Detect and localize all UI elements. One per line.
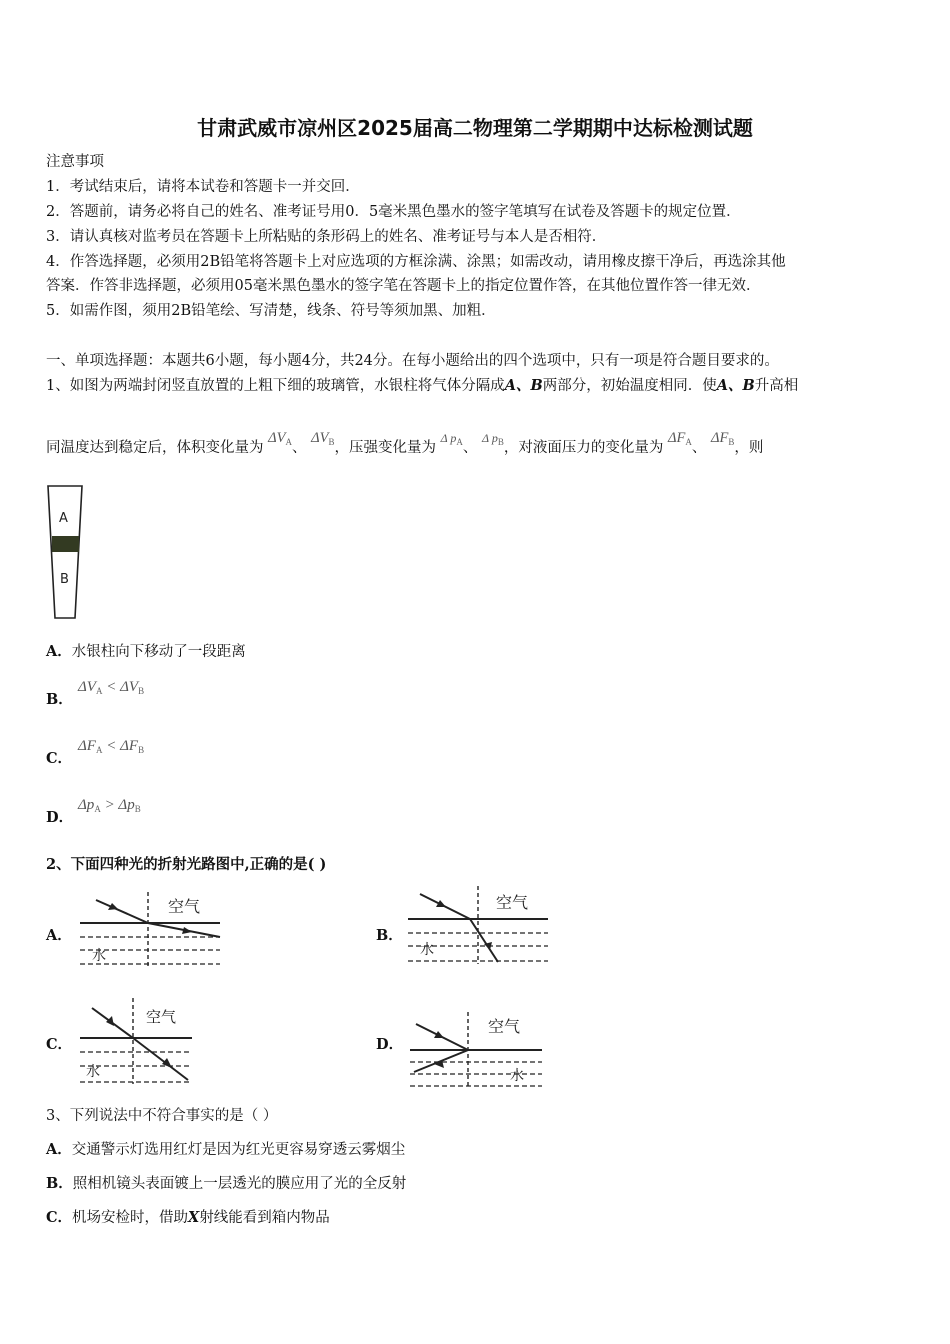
notice-heading: 注意事项 — [46, 154, 104, 170]
sep: 、 — [291, 440, 307, 456]
q1-option-c[interactable] — [46, 749, 72, 769]
x-ray-symbol: X — [188, 1209, 200, 1226]
q1-option-b[interactable] — [46, 690, 73, 710]
q1-ab: A、B — [504, 377, 543, 394]
q2-option-b-letter[interactable]: B． — [376, 927, 403, 944]
mercury-column — [52, 536, 79, 552]
notice-item-1: 1．考试结束后，请将本试卷和答题卡一并交回． — [46, 179, 360, 195]
delta-fb: $\Delta F_B$ — [710, 430, 735, 447]
refraction-diagram-a[interactable] — [80, 890, 225, 968]
notice-item-3: 3．请认真核对监考员在答题卡上所粘贴的条形码上的姓名、准考证号与本人是否相符． — [46, 229, 607, 245]
option-text: 机场安检时，借助 — [72, 1210, 189, 1226]
delta-fa: $\Delta F_A$ — [667, 430, 692, 447]
delta-vb: $\Delta V_B$ — [311, 430, 335, 447]
notice-item-5: 5．如需作图，须用2B铅笔绘、写清楚，线条、符号等须加黑、加粗． — [46, 303, 496, 319]
q1-option-d-math: $\Delta p_A > \Delta p_B$ — [78, 797, 141, 814]
q1-stem-line1 — [46, 376, 798, 396]
q1-text: 1、如图为两端封闭竖直放置的上粗下细的玻璃管，水银柱将气体分隔成 — [46, 378, 505, 394]
q2-stem: 2、下面四种光的折射光路图中,正确的是( ) — [46, 856, 327, 873]
q2-option-c-letter[interactable]: C． — [46, 1036, 73, 1053]
q1-ab2: A、B — [716, 377, 755, 394]
option-letter: B． — [46, 691, 73, 708]
sep: 、 — [691, 440, 707, 456]
option-letter: B． — [46, 1175, 73, 1192]
q1-line2-text-b: ，压强变化量为 — [334, 440, 436, 456]
q1-option-d[interactable] — [46, 808, 73, 828]
option-text: 射线能看到箱内物品 — [199, 1210, 330, 1226]
q1-text-c: 升高相 — [754, 378, 799, 394]
q1-line2-text-d: ，则 — [734, 440, 764, 456]
q1-option-c-math: $\Delta F_A < \Delta F_B$ — [78, 738, 145, 755]
light-ray — [96, 900, 220, 937]
option-text: 水银柱向下移动了一段距离 — [71, 644, 246, 660]
q3-option-c[interactable] — [46, 1208, 330, 1228]
q2-option-a-letter[interactable]: A． — [46, 927, 72, 944]
water-label: 水 — [510, 1068, 524, 1084]
q3-option-b[interactable] — [46, 1174, 406, 1194]
water-label: 水 — [86, 1064, 100, 1080]
arrow-icon — [106, 1016, 114, 1026]
page-title: 甘肃武威市凉州区2025届高二物理第二学期期中达标检测试题 — [197, 116, 753, 140]
q3-option-a[interactable] — [46, 1140, 405, 1160]
notice-item-4-cont: 答案．作答非选择题，必须用05毫米黑色墨水的签字笔在答题卡上的指定位置作答，在其他位置作答一律无效． — [46, 278, 761, 294]
option-letter: C． — [46, 1209, 73, 1226]
q2-option-d-letter[interactable]: D． — [376, 1036, 404, 1053]
glass-tube-diagram — [44, 482, 88, 622]
option-text: 交通警示灯选用红灯是因为红光更容易穿透云雾烟尘 — [71, 1142, 406, 1158]
delta-pb: Δ pB — [482, 431, 504, 447]
q1-text-b: 两部分，初始温度相同．使 — [542, 378, 717, 394]
refraction-diagram-c[interactable] — [80, 996, 195, 1086]
q1-line2-text: 同温度达到稳定后，体积变化量为 — [46, 440, 264, 456]
label-a: A — [59, 511, 68, 526]
option-text: 照相机镜头表面镀上一层透光的膜应用了光的全反射 — [72, 1176, 407, 1192]
notice-item-2: 2．答题前，请务必将自己的姓名、准考证号用0．5毫米黑色墨水的签字笔填写在试卷及答题卡的规定位置． — [46, 204, 741, 220]
label-b: B — [60, 572, 69, 587]
notice-item-4: 4．作答选择题，必须用2B铅笔将答题卡上对应选项的方框涂满、涂黑；如需改动，请用橡皮擦干净后，再选涂其他 — [46, 254, 786, 270]
option-letter: A． — [46, 1141, 72, 1158]
air-label: 空气 — [146, 1008, 177, 1026]
q1-line2-text-c: ，对液面压力的变化量为 — [503, 440, 664, 456]
q1-option-a[interactable] — [46, 642, 246, 662]
water-label: 水 — [420, 942, 434, 958]
air-label: 空气 — [488, 1017, 521, 1036]
sep: 、 — [462, 440, 478, 456]
q3-stem: 3、下列说法中不符合事实的是（ ） — [46, 1108, 278, 1124]
refraction-diagram-b[interactable] — [408, 884, 553, 966]
water-label: 水 — [92, 948, 106, 964]
refraction-diagram-d[interactable] — [410, 1010, 545, 1090]
air-label: 空气 — [168, 897, 201, 916]
q1-option-b-math: $\Delta V_A < \Delta V_B$ — [78, 679, 145, 696]
delta-pa: Δ pA — [440, 431, 463, 447]
section-heading: 一、单项选择题：本题共6小题，每小题4分，共24分。在每小题给出的四个选项中，只有一项是符合题目要求的。 — [46, 353, 779, 369]
option-letter: C． — [46, 750, 73, 767]
option-letter: D． — [46, 809, 74, 826]
air-label: 空气 — [496, 893, 529, 912]
q1-stem-line2 — [46, 430, 764, 462]
delta-va: $\Delta V_A$ — [268, 430, 292, 447]
option-letter: A． — [46, 643, 72, 660]
